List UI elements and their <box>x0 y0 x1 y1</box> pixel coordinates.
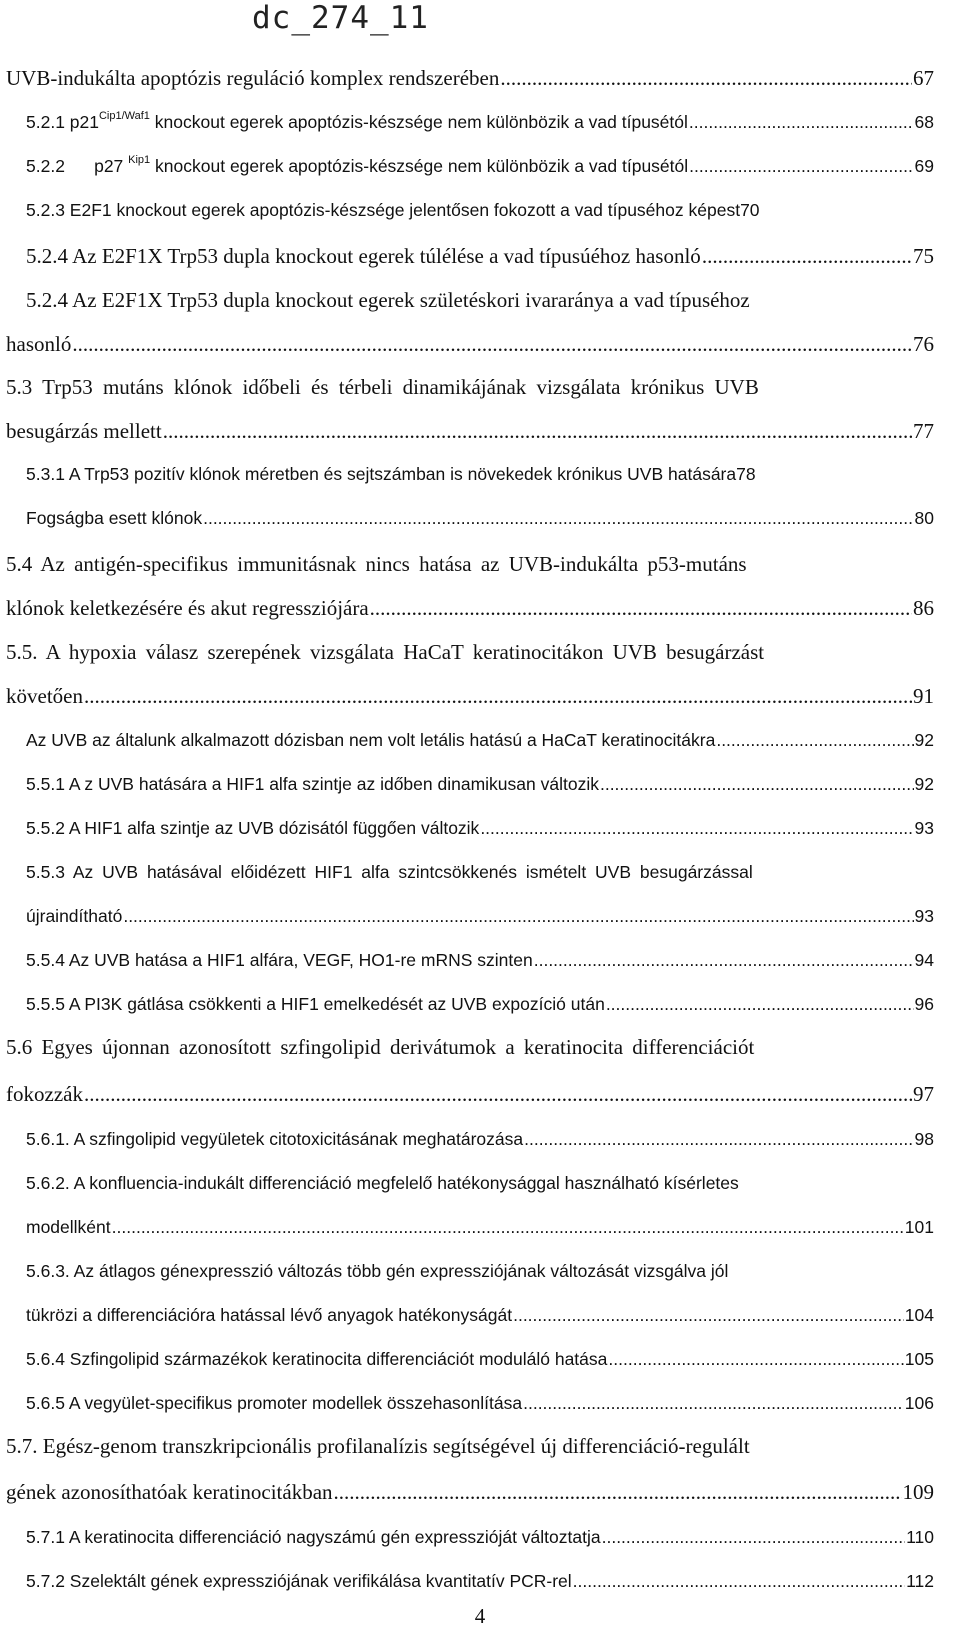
toc-entry-title: tükrözi a differenciációra hatással lévő anyagok hatékonyságát <box>26 1305 513 1325</box>
toc-entry-line1: 5.3 Trp53 mutáns klónok időbeli és térbeli dinamikájának vizsgálata krónikus UVB <box>6 375 759 399</box>
toc-entry[interactable] <box>26 156 934 177</box>
toc-entry[interactable] <box>6 332 934 357</box>
toc-leader-dots <box>702 244 912 269</box>
toc-leader-dots <box>689 156 913 177</box>
toc-entry[interactable] <box>6 1082 934 1107</box>
toc-entry-title: 5.5.5 A PI3K gátlása csökkenti a HIF1 emelkedését az UVB expozíció után <box>26 994 605 1014</box>
superscript: Cip1/Waf1 <box>98 110 150 122</box>
toc-entry-page: 80 <box>914 508 934 528</box>
toc-entry-page: 94 <box>914 950 934 970</box>
toc-entry[interactable] <box>26 1393 934 1414</box>
toc-entry-title: követően <box>6 684 83 708</box>
toc-entry[interactable] <box>26 906 934 927</box>
toc-entry-page: 92 <box>914 730 934 750</box>
toc-entry-title: modellként <box>26 1217 111 1237</box>
toc-entry-page: 67 <box>913 66 934 90</box>
toc-entry-title: hasonló <box>6 332 72 356</box>
toc-leader-dots <box>716 730 913 751</box>
toc-entry-page: 75 <box>913 244 934 268</box>
toc-leader-dots <box>600 774 914 795</box>
toc-entry-title: 5.5.4 Az UVB hatása a HIF1 alfára, VEGF, HO1-re mRNS szinten <box>26 950 533 970</box>
toc-leader-dots <box>513 1305 904 1326</box>
toc-leader-dots <box>123 906 913 927</box>
toc-entry-page: 69 <box>914 156 934 176</box>
toc-entry-title: 5.3.1 A Trp53 pozitív klónok méretben és sejtszámban is növekedek krónikus UVB hatására <box>26 464 737 484</box>
toc-entry-page: 93 <box>914 818 934 838</box>
toc-entry-title: Fogságba esett klónok <box>26 508 203 528</box>
toc-entry-title: 5.2.4 Az E2F1X Trp53 dupla knockout egerek túlélése a vad típusúéhoz hasonló <box>26 244 701 268</box>
toc-leader-dots <box>84 1082 912 1107</box>
toc-entry-line1: 5.6.2. A konfluencia-indukált differenciáció megfelelő hatékonysággal használható kísérletes <box>26 1173 739 1193</box>
toc-leader-dots <box>72 332 912 357</box>
toc-entry[interactable] <box>26 244 934 269</box>
toc-entry-page: 76 <box>913 332 934 356</box>
toc-entry-title: 5.5.2 A HIF1 alfa szintje az UVB dózisától függően változik <box>26 818 480 838</box>
toc-entry-page: 91 <box>913 684 934 708</box>
toc-entry-title: 5.5.1 A z UVB hatására a HIF1 alfa szintje az időben dinamikusan változik <box>26 774 599 794</box>
toc-entry-page: 93 <box>914 906 934 926</box>
toc-entry-title: fokozzák <box>6 1082 83 1106</box>
toc-leader-dots <box>163 419 912 444</box>
toc-entry-title: 5.7.1 A keratinocita differenciáció nagyszámú gén expresszióját változtatja <box>26 1527 601 1547</box>
toc-entry-page: 96 <box>914 994 934 1014</box>
toc-entry[interactable] <box>6 66 934 91</box>
toc-leader-dots <box>689 112 914 133</box>
toc-entry[interactable] <box>26 730 934 751</box>
toc-leader-dots <box>523 1393 904 1414</box>
toc-entry-page: 106 <box>904 1393 934 1413</box>
toc-entry-page: 78 <box>736 464 756 484</box>
toc-leader-dots <box>370 596 912 621</box>
toc-entry[interactable] <box>26 112 934 133</box>
toc-entry-line1: 5.2.4 Az E2F1X Trp53 dupla knockout egerek születéskori ivararánya a vad típuséhoz <box>26 288 750 312</box>
toc-entry-title: 5.6.5 A vegyület-specifikus promoter modellek összehasonlítása <box>26 1393 523 1413</box>
toc-entry-page: 77 <box>913 419 934 443</box>
toc-entry[interactable] <box>26 1349 934 1370</box>
toc-entry-line1: 5.6.3. Az átlagos génexpresszió változás több gén expressziójának változását vizsgálva jól <box>26 1261 729 1281</box>
toc-entry-title: 5.2.1 $p21^{Cip1/Waf1}$ knockout egerek apoptózis-készsége nem különbözik a vad típusétól <box>26 110 688 132</box>
toc-leader-dots <box>84 684 912 709</box>
toc-leader-dots <box>534 950 914 971</box>
toc-entry-page: 97 <box>913 1082 934 1106</box>
toc-leader-dots <box>334 1480 902 1505</box>
toc-leader-dots <box>608 1349 903 1370</box>
toc-entry[interactable] <box>6 419 934 444</box>
toc-entry-page: 112 <box>906 1571 934 1591</box>
toc-entry-title: 5.2.2 p27 $^{Kip1}$ knockout egerek apoptózis-készsége nem különbözik a vad típusétól <box>26 154 689 176</box>
toc-entry-page: 92 <box>914 774 934 794</box>
toc-entry-title: 5.7.2 Szelektált gének expressziójának verifikálása kvantitatív PCR-rel <box>26 1571 572 1591</box>
toc-entry[interactable] <box>26 818 934 839</box>
toc-entry-title: újraindítható <box>26 906 123 926</box>
toc-entry-page: 110 <box>906 1527 934 1547</box>
toc-entry[interactable] <box>26 1217 934 1238</box>
toc-entry[interactable] <box>26 508 934 529</box>
toc-entry-page: 68 <box>914 112 934 132</box>
toc-leader-dots <box>203 508 913 529</box>
toc-entry-page: 104 <box>904 1305 934 1325</box>
toc-leader-dots <box>524 1129 913 1150</box>
toc-entry[interactable] <box>26 1129 934 1150</box>
toc-entry-line1: 5.5. A hypoxia válasz szerepének vizsgálata HaCaT keratinocitákon UVB besugárzást <box>6 640 765 664</box>
toc-entry-page: 86 <box>913 596 934 620</box>
toc-entry-line1: 5.4 Az antigén-specifikus immunitásnak nincs hatása az UVB-indukálta p53-mutáns <box>6 552 747 576</box>
toc-entry-line1: 5.7. Egész-genom transzkripcionális profilanalízis segítségével új differenciáció-regulált <box>6 1434 750 1458</box>
toc-entry-page: 101 <box>904 1217 934 1237</box>
toc-entry[interactable] <box>26 774 934 795</box>
toc-entry[interactable] <box>26 1305 934 1326</box>
toc-entry[interactable] <box>26 950 934 971</box>
toc-entry-title: 5.6.4 Szfingolipid származékok keratinocita differenciációt moduláló hatása <box>26 1349 608 1369</box>
toc-entry-title: klónok keletkezésére és akut regressziójára <box>6 596 369 620</box>
toc-entry-line1: 5.5.3 Az UVB hatásával előidézett HIF1 alfa szintcsökkenés ismételt UVB besugárzással <box>26 862 753 882</box>
toc-entry[interactable] <box>26 464 934 485</box>
toc-entry-title: UVB-indukálta apoptózis reguláció komplex rendszerében <box>6 66 500 90</box>
toc-entry[interactable] <box>26 1571 934 1592</box>
toc-leader-dots <box>602 1527 905 1548</box>
toc-leader-dots <box>500 66 912 91</box>
toc-entry-page: 105 <box>904 1349 934 1369</box>
toc-leader-dots <box>112 1217 904 1238</box>
toc-leader-dots <box>606 994 914 1015</box>
toc-entry[interactable] <box>26 1527 934 1548</box>
toc-leader-dots <box>480 818 913 839</box>
toc-entry[interactable] <box>6 1480 934 1505</box>
toc-entry[interactable] <box>6 596 934 621</box>
superscript: Kip1 <box>128 154 151 166</box>
toc-entry-title: besugárzás mellett <box>6 419 162 443</box>
toc-entry-title: 5.2.3 E2F1 knockout egerek apoptózis-készsége jelentősen fokozott a vad típuséhoz képest <box>26 200 741 220</box>
toc-entry-page: 70 <box>740 200 760 220</box>
document-code-header: dc_274_11 <box>252 0 429 36</box>
toc-entry[interactable] <box>26 200 934 221</box>
toc-leader-dots <box>573 1571 905 1592</box>
toc-entry[interactable] <box>6 684 934 709</box>
toc-entry-line1: 5.6 Egyes újonnan azonosított szfingolipid derivátumok a keratinocita differenciációt <box>6 1035 755 1059</box>
toc-entry-title: Az UVB az általunk alkalmazott dózisban nem volt letális hatású a HaCaT keratinocitákra <box>26 730 716 750</box>
toc-entry-title: 5.6.1. A szfingolipid vegyületek citotoxicitásának meghatározása <box>26 1129 524 1149</box>
toc-entry[interactable] <box>26 994 934 1015</box>
toc-entry-page: 109 <box>902 1480 934 1504</box>
page-number: 4 <box>474 1604 486 1628</box>
toc-entry-title: gének azonosíthatóak keratinocitákban <box>6 1480 333 1504</box>
toc-entry-page: 98 <box>914 1129 934 1149</box>
